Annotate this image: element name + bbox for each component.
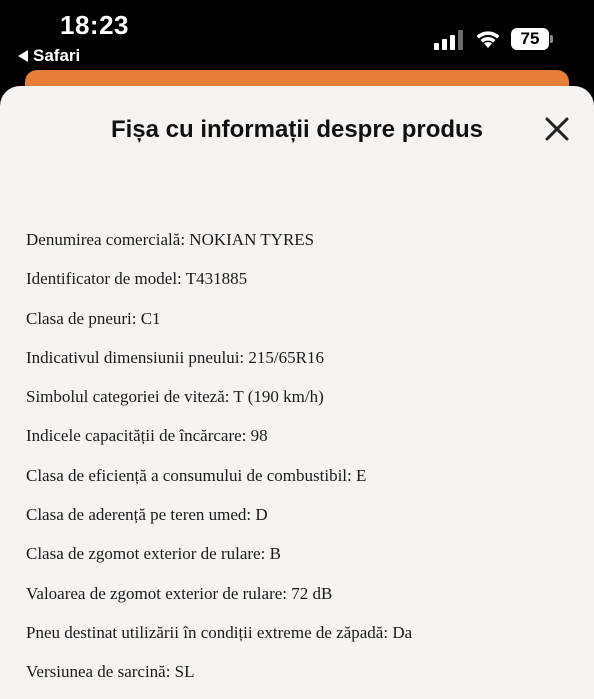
info-trade-name: Denumirea comercială: NOKIAN TYRES [26,230,315,249]
info-tyre-class: Clasa de pneuri: C1 [26,308,161,328]
info-fuel-efficiency-class: Clasa de eficiență a consumului de combustibil: E [26,465,367,485]
status-time: 18:23 [60,10,129,40]
back-arrow-icon [18,50,28,62]
cellular-signal-icon [434,30,466,50]
info-severe-snow: Pneu destinat utilizării în condiții extreme de zăpadă: Da [26,622,413,642]
info-noise-value: Valoarea de zgomot exterior de rulare: 72 dB [26,583,333,603]
sheet-title: Fișa cu informații despre produs [110,116,484,143]
wifi-icon [474,27,502,49]
product-info-sheet [0,86,594,699]
info-size-designation: Indicativul dimensiunii pneului: 215/65R16 [26,347,324,367]
status-bar [0,0,594,70]
back-to-safari-link[interactable] [18,46,80,66]
info-load-version: Versiunea de sarcină: SL [26,662,195,682]
info-speed-category: Simbolul categoriei de viteză: T (190 km/h) [26,387,324,407]
close-icon[interactable] [542,114,572,144]
back-link-label: Safari [33,46,81,65]
info-noise-class: Clasa de zgomot exterior de rulare: B [26,544,281,564]
battery-nub [550,35,553,43]
info-load-index: Indicele capacității de încărcare: 98 [26,426,268,446]
battery-indicator: 75 [511,28,549,50]
info-wet-grip-class: Clasa de aderență pe teren umed: D [26,505,268,525]
product-info-list [26,230,412,699]
info-model-identifier: Identificator de model: T431885 [26,269,248,289]
